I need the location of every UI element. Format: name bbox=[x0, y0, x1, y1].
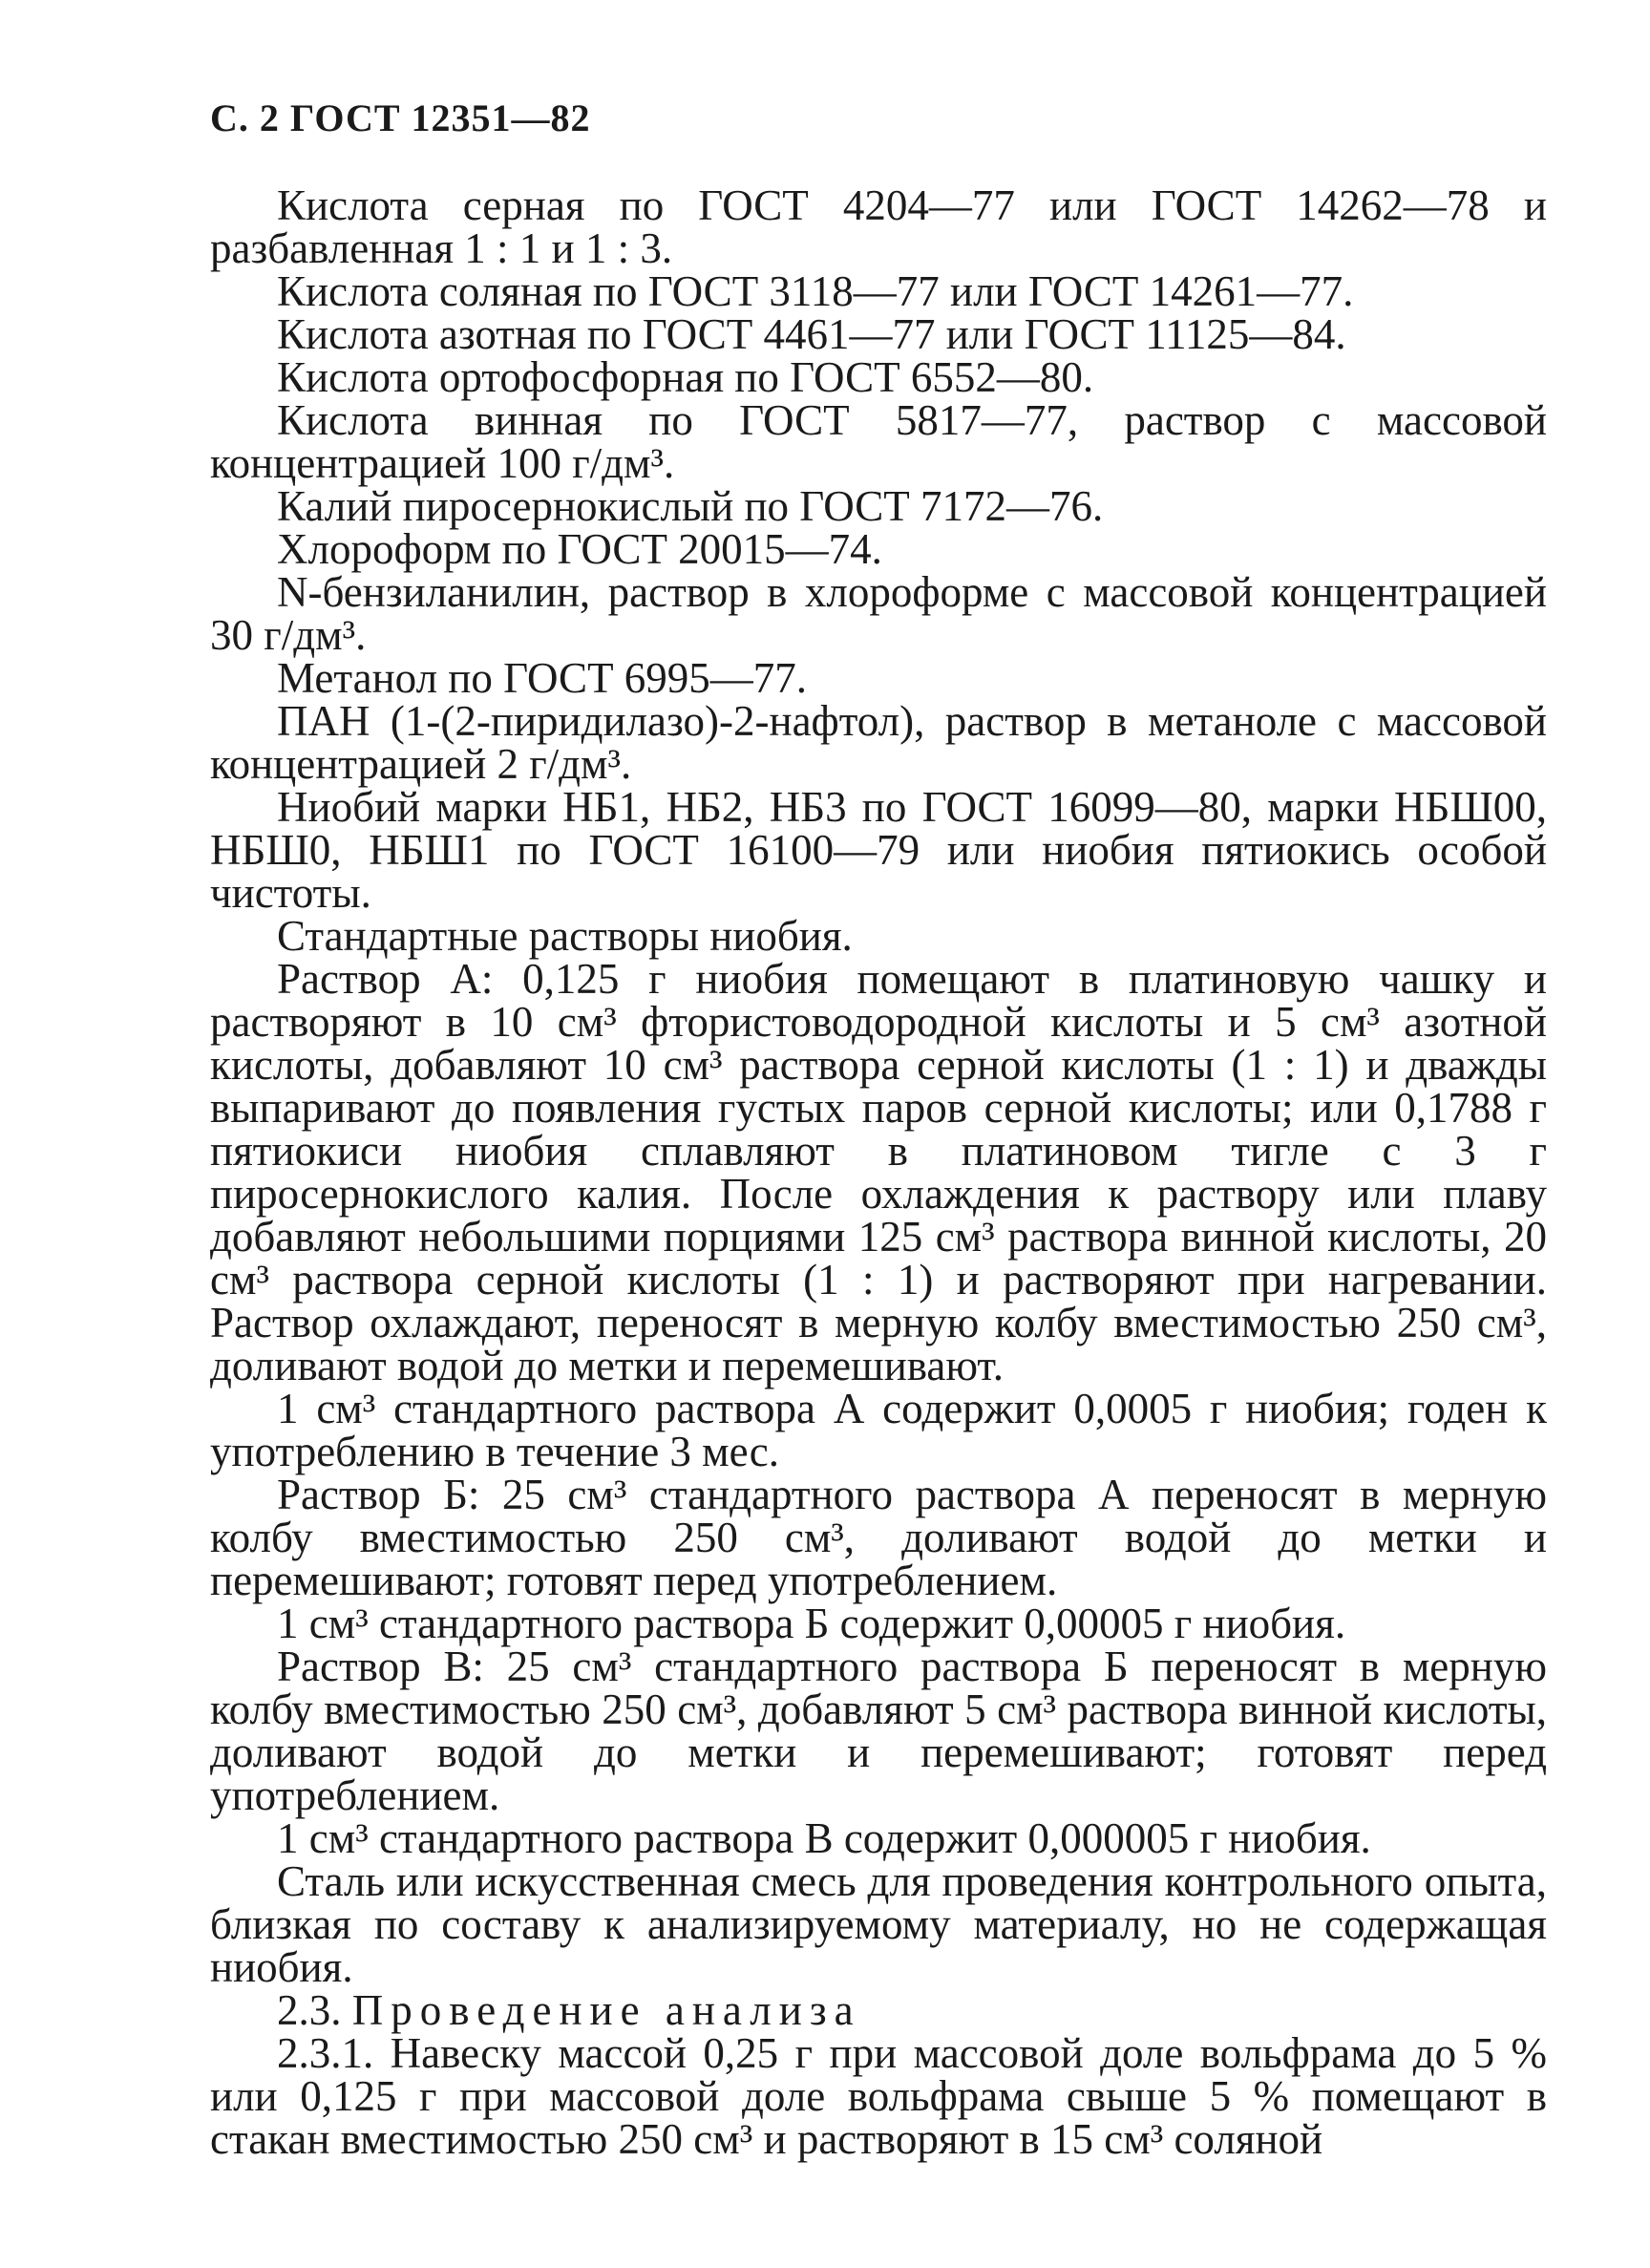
section-title: Проведение анализа bbox=[351, 1986, 861, 2034]
paragraph-solution-b-content: 1 см³ стандартного раствора Б содержит 0,00005 г ниобия. bbox=[277, 1600, 1346, 1647]
paragraph-n-benzylaniline: N-бензиланилин, раствор в хлороформе с массовой концентрацией 30 г/дм³. bbox=[210, 568, 1547, 659]
paragraph-potassium-pyrosulfate: Калий пиросернокислый по ГОСТ 7172—76. bbox=[277, 482, 1104, 530]
paragraph-sample-weighing: 2.3.1. Навеску массой 0,25 г при массовой доле вольфрама до 5 % или 0,125 г при массовой доле вольфрама свыше 5 % помещают в стакан вместимостью 250 см³ и растворяют в 15 см³ соляной bbox=[210, 2029, 1547, 2163]
paragraph-niobium-grades: Ниобий марки НБ1, НБ2, НБ3 по ГОСТ 16099—80, марки НБШ00, НБШ0, НБШ1 по ГОСТ 16100—79 или ниобия пятиокись особой чистоты. bbox=[210, 783, 1547, 917]
paragraph-methanol: Метанол по ГОСТ 6995—77. bbox=[277, 654, 808, 702]
paragraph-tartaric-acid: Кислота винная по ГОСТ 5817—77, раствор с массовой концентрацией 100 г/дм³. bbox=[210, 396, 1547, 487]
paragraph-solution-v: Раствор В: 25 см³ стандартного раствора Б переносят в мерную колбу вместимостью 250 см³, добавляют 5 см³ раствора винной кислоты, доливают водой до метки и перемешивают; готовят перед употреблением. bbox=[210, 1643, 1547, 1819]
paragraph-control-sample: Сталь или искусственная смесь для проведения контрольного опыта, близкая по составу к анализируемому материалу, но не содержащая ниобия. bbox=[210, 1857, 1547, 1991]
section-number: 2.3. bbox=[277, 1986, 342, 2034]
paragraph-solution-b: Раствор Б: 25 см³ стандартного раствора А переносят в мерную колбу вместимостью 250 см³, доливают водой до метки и перемешивают; готовят перед употреблением. bbox=[210, 1471, 1547, 1604]
paragraph-hydrochloric-acid: Кислота соляная по ГОСТ 3118—77 или ГОСТ 14261—77. bbox=[277, 267, 1354, 315]
document-page bbox=[210, 95, 1547, 2161]
section-heading bbox=[210, 1986, 1547, 2034]
paragraph-solution-v-content: 1 см³ стандартного раствора В содержит 0,000005 г ниобия. bbox=[277, 1814, 1371, 1862]
page-header: С. 2 ГОСТ 12351—82 bbox=[210, 96, 591, 139]
paragraph-nitric-acid: Кислота азотная по ГОСТ 4461—77 или ГОСТ 11125—84. bbox=[277, 310, 1346, 358]
paragraph-standard-solutions: Стандартные растворы ниобия. bbox=[277, 912, 853, 960]
paragraph-solution-a-content: 1 см³ стандартного раствора А содержит 0,0005 г ниобия; годен к употреблению в течение 3 мес. bbox=[210, 1385, 1547, 1475]
paragraph-chloroform: Хлороформ по ГОСТ 20015—74. bbox=[277, 525, 882, 573]
paragraph-sulfuric-acid: Кислота серная по ГОСТ 4204—77 или ГОСТ 14262—78 и разбавленная 1 : 1 и 1 : 3. bbox=[210, 181, 1547, 272]
paragraph-solution-a: Раствор А: 0,125 г ниобия помещают в платиновую чашку и растворяют в 10 см³ фтористоводородной кислоты и 5 см³ азотной кислоты, добавляют 10 см³ раствора серной кислоты (1 : 1) и дважды выпаривают до появления густых паров серной кислоты; или 0,1788 г пятиокиси ниобия сплавляют в платиновом тигле с 3 г пиросернокислого калия. После охлаждения к раствору или плаву добавляют небольшими порциями 125 см³ раствора винной кислоты, 20 см³ раствора серной кислоты (1 : 1) и растворяют при нагревании. Раствор охлаждают, переносят в мерную колбу вместимостью 250 см³, доливают водой до метки и перемешивают. bbox=[210, 955, 1547, 1389]
paragraph-orthophosphoric-acid: Кислота ортофосфорная по ГОСТ 6552—80. bbox=[277, 353, 1094, 401]
paragraph-pan-solution: ПАН (1-(2-пиридилазо)-2-нафтол), раствор в метаноле с массовой концентрацией 2 г/дм³. bbox=[210, 697, 1547, 788]
